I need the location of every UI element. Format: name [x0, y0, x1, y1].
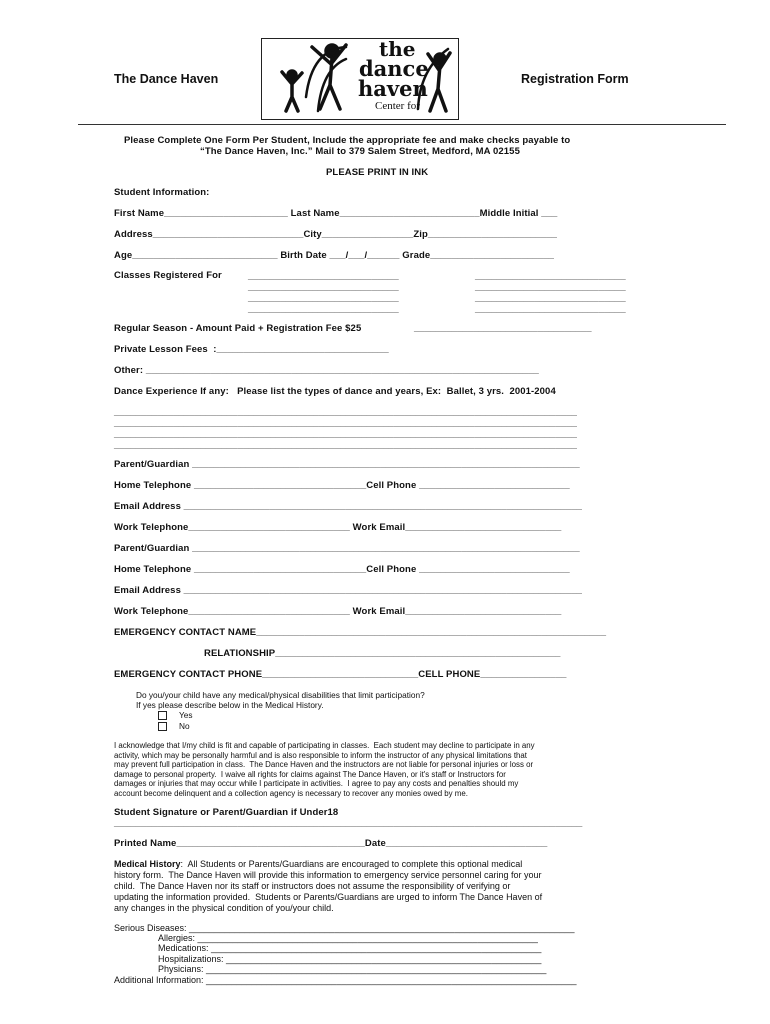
physicians-field[interactable]: Physicians: ____________________________________________________________________	[158, 964, 547, 974]
medical-history-text-1: : All Students or Parents/Guardians are encouraged to complete this optional medical	[180, 859, 523, 869]
class-blank-left-1[interactable]: ____________________________	[248, 271, 399, 282]
medical-history-title: Medical History	[114, 859, 181, 869]
no-option[interactable]	[158, 721, 190, 731]
medical-question-line-1: Do you/your child have any medical/physical disabilities that limit participation?	[136, 690, 425, 700]
email-address-2-field[interactable]: Email Address __________________________________________________________________________	[114, 585, 583, 596]
experience-blank-3[interactable]: ______________________________________________________________________________________	[114, 429, 577, 440]
yes-label: Yes	[179, 710, 193, 720]
signature-label: Student Signature or Parent/Guardian if Under18	[114, 807, 339, 818]
class-blank-right-4[interactable]: ____________________________	[475, 304, 626, 315]
waiver-line-6: account become delinquent and a collection agency is necessary to recover any monies owed by me.	[114, 789, 468, 798]
class-blank-right-1[interactable]: ____________________________	[475, 271, 626, 282]
work-phone-email-1-field[interactable]: Work Telephone______________________________ Work Email_____________________________	[114, 522, 562, 533]
additional-information-field[interactable]: Additional Information: __________________________________________________________________________	[114, 975, 577, 985]
dance-experience-prompt: Dance Experience If any: Please list the types of dance and years, Ex: Ballet, 3 yrs. 2001-2004	[114, 386, 556, 397]
name-fields[interactable]: First Name_______________________ Last Name__________________________Middle Initial ___	[114, 208, 558, 219]
waiver-line-5: damages or injuries that may occur while I participate in activities. I agree to pay any costs and penalties should my	[114, 779, 519, 788]
waiver-line-4: damage to personal property. I waive all rights for claims against The Dance Haven, or it's staff or Instructors for	[114, 770, 506, 779]
class-blank-left-3[interactable]: ____________________________	[248, 293, 399, 304]
class-blank-right-3[interactable]: ____________________________	[475, 293, 626, 304]
parent-guardian-1-field[interactable]: Parent/Guardian ________________________________________________________________________	[114, 459, 580, 470]
logo-text-dance: dance	[359, 56, 429, 81]
logo-text-the: the	[379, 37, 416, 61]
header-left-title: The Dance Haven	[114, 72, 219, 86]
medical-history-line-5: any changes in the physical condition of you/your child.	[114, 903, 334, 913]
experience-blank-2[interactable]: ______________________________________________________________________________________	[114, 418, 577, 429]
header-divider	[78, 124, 726, 125]
logo-text-center-for: Center for	[375, 100, 420, 112]
medical-question-line-2: If yes please describe below in the Medical History.	[136, 700, 324, 710]
experience-blank-4[interactable]: ______________________________________________________________________________________	[114, 440, 577, 451]
classes-label: Classes Registered For	[114, 270, 222, 281]
emergency-phone-field[interactable]: EMERGENCY CONTACT PHONE_____________________________CELL PHONE________________	[114, 669, 567, 680]
class-blank-left-4[interactable]: ____________________________	[248, 304, 399, 315]
medical-history-line-2: history form. The Dance Haven will provide this information to emergency service personnel caring for your	[114, 870, 542, 880]
hospitalizations-field[interactable]: Hospitalizations: _______________________________________________________________	[158, 954, 542, 964]
relationship-field[interactable]: RELATIONSHIP_____________________________________________________	[204, 648, 561, 659]
dance-haven-logo	[261, 38, 459, 120]
waiver-line-2: activity, which may be personally harmful and is also responsible to inform the instructor of any physical limitations that	[114, 751, 527, 760]
allergies-field[interactable]: Allergies: ____________________________________________________________________	[158, 933, 538, 943]
serious-diseases-field[interactable]: Serious Diseases: _____________________________________________________________________________	[114, 923, 575, 933]
other-field[interactable]: Other: _________________________________________________________________________	[114, 365, 539, 376]
private-lesson-fees-field[interactable]: Private Lesson Fees :________________________________	[114, 344, 389, 355]
no-checkbox[interactable]	[158, 722, 167, 731]
intro-line-1: Please Complete One Form Per Student, Include the appropriate fee and make checks payable to	[124, 135, 571, 146]
waiver-line-1: I acknowledge that I/my child is fit and capable of participating in classes. Each student may decline to participate in any	[114, 741, 535, 750]
printed-name-date-field[interactable]: Printed Name___________________________________Date______________________________	[114, 838, 548, 849]
address-fields[interactable]: Address____________________________City_________________Zip________________________	[114, 229, 558, 240]
yes-checkbox[interactable]	[158, 711, 167, 720]
intro-line-2: “The Dance Haven, Inc.” Mail to 379 Salem Street, Medford, MA 02155	[200, 146, 520, 157]
no-label: No	[179, 721, 190, 731]
email-address-1-field[interactable]: Email Address __________________________________________________________________________	[114, 501, 583, 512]
emergency-contact-name-field[interactable]: EMERGENCY CONTACT NAME_________________________________________________________________	[114, 627, 607, 638]
home-cell-phone-2-field[interactable]: Home Telephone ________________________________Cell Phone ____________________________	[114, 564, 570, 575]
work-phone-email-2-field[interactable]: Work Telephone______________________________ Work Email_____________________________	[114, 606, 562, 617]
medical-history-line-1	[114, 859, 522, 869]
medications-field[interactable]: Medications: __________________________________________________________________	[158, 943, 542, 953]
home-cell-phone-1-field[interactable]: Home Telephone ________________________________Cell Phone ____________________________	[114, 480, 570, 491]
class-blank-right-2[interactable]: ____________________________	[475, 282, 626, 293]
logo-text-haven: haven	[358, 76, 428, 101]
medical-history-line-3: child. The Dance Haven nor its staff or instructors does not assume the responsibility of verifying or	[114, 881, 511, 891]
parent-guardian-2-field[interactable]: Parent/Guardian ________________________________________________________________________	[114, 543, 580, 554]
print-note: PLEASE PRINT IN INK	[326, 167, 429, 178]
regular-season-fee-label: Regular Season - Amount Paid + Registration Fee $25	[114, 323, 362, 334]
waiver-line-3: may prevent full participation in class. The Dance Haven and the instructors are not liable for personal injuries or loss or	[114, 760, 534, 769]
experience-blank-1[interactable]: ______________________________________________________________________________________	[114, 407, 577, 418]
header-right-title: Registration Form	[521, 72, 629, 86]
medical-history-line-4: updating the information provided. Students or Parents/Guardians are urged to inform The Dance Haven of	[114, 892, 543, 902]
student-info-heading: Student Information:	[114, 187, 210, 198]
class-blank-left-2[interactable]: ____________________________	[248, 282, 399, 293]
yes-option[interactable]	[158, 710, 193, 720]
regular-season-fee-blank[interactable]: _________________________________	[414, 323, 592, 334]
age-birthdate-grade-fields[interactable]: Age___________________________ Birth Date ___/___/______ Grade_______________________	[114, 250, 555, 261]
signature-blank[interactable]: _______________________________________________________________________________________	[114, 818, 583, 829]
